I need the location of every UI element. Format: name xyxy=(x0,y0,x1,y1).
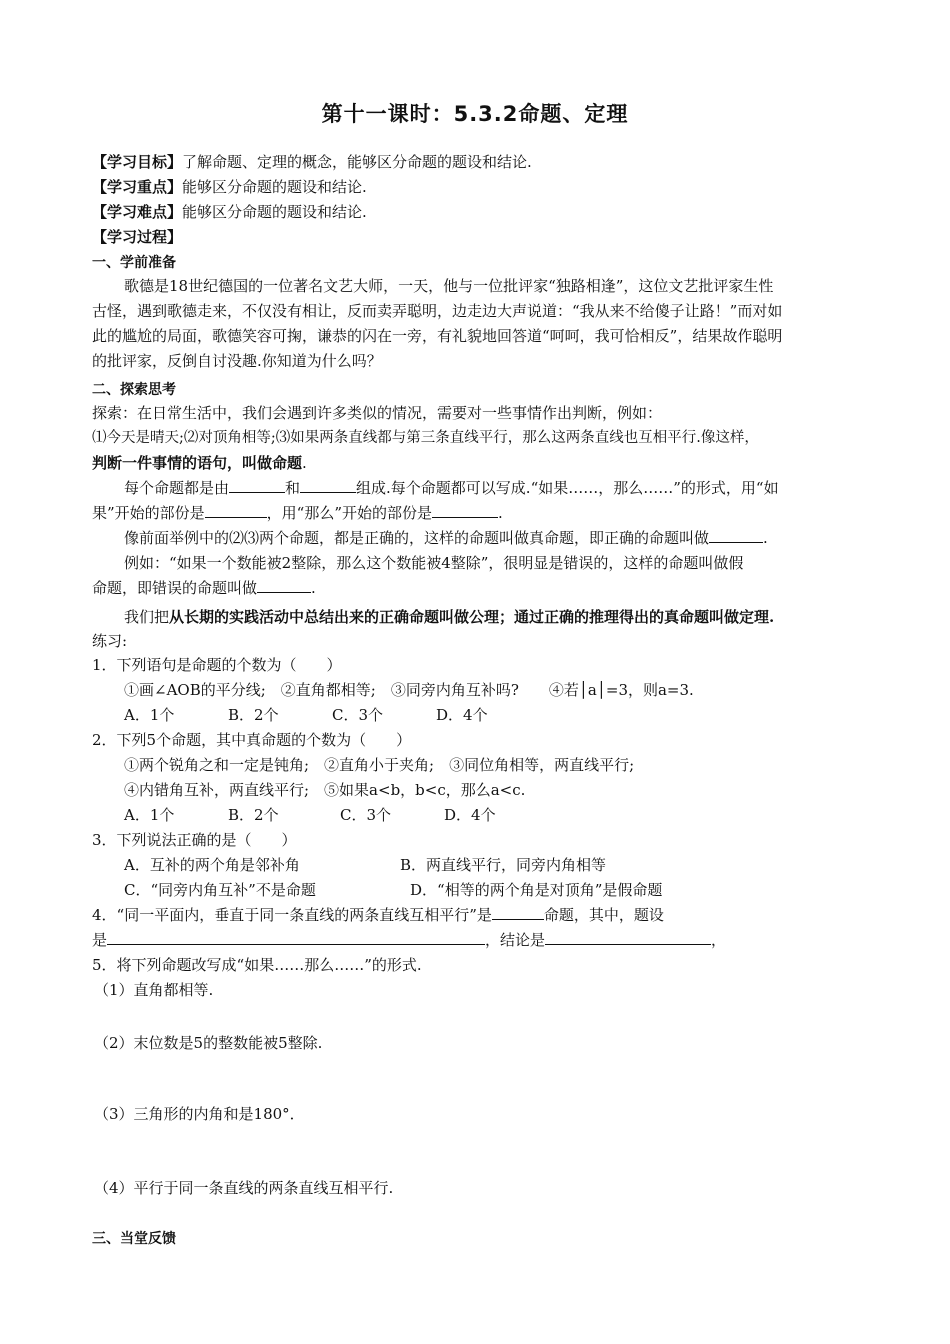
story-line-4: 的批评家，反倒自讨没趣.你知道为什么吗？ xyxy=(92,352,382,370)
question-5-item-4: （4）平行于同一条直线的两条直线互相平行. xyxy=(94,1179,394,1197)
axiom-theorem-line xyxy=(124,606,774,628)
q2-option-b[interactable]: B．2个 xyxy=(228,806,279,824)
question-5-item-2: （2）末位数是5的整数能被5整除. xyxy=(94,1034,323,1052)
compose-text-a: 每个命题都是由 xyxy=(124,479,230,497)
focus-text: 能够区分命题的题设和结论. xyxy=(182,178,367,196)
difficulty-text: 能够区分命题的题设和结论. xyxy=(182,203,367,221)
definition-text: 判断一件事情的语句，叫做命题 xyxy=(92,454,303,472)
process-label: 【学习过程】 xyxy=(92,228,183,246)
compose-text-e: ，用“那么”开始的部份是 xyxy=(266,504,433,522)
blank-conclusion-term[interactable] xyxy=(300,478,356,493)
q1-option-d[interactable]: D．4个 xyxy=(436,706,488,724)
question-1: 1．下列语句是命题的个数为（ ） xyxy=(92,656,342,674)
q4-text-c: 是 xyxy=(92,931,108,949)
true-text: 像前面举例中的⑵⑶两个命题，都是正确的，这样的命题叫做真命题，即正确的命题叫做 xyxy=(124,529,710,547)
true-end: . xyxy=(763,529,768,547)
proposition-definition xyxy=(92,452,307,474)
q1-option-c[interactable]: C．3个 xyxy=(332,706,384,724)
question-5-item-3: （3）三角形的内角和是180°． xyxy=(94,1105,305,1123)
page-title: 第十一课时：5.3.2命题、定理 xyxy=(321,102,629,126)
explore-examples: ⑴今天是晴天;⑵对顶角相等;⑶如果两条直线都与第三条直线平行，那么这两条直线也互相平行.像这样， xyxy=(92,430,759,446)
story-line-1: 歌德是18世纪德国的一位著名文艺大师，一天，他与一位批评家“独路相逢”，这位文艺批评家生性 xyxy=(124,277,774,295)
question-4-line-2 xyxy=(92,929,726,951)
q3-option-a[interactable]: A．互补的两个角是邻补角 xyxy=(124,856,300,874)
compose-text-b: 和 xyxy=(285,479,301,497)
q2-option-c[interactable]: C．3个 xyxy=(340,806,392,824)
question-2-items-b: ④内错角互补，两直线平行; ⑤如果a<b，b<c，那么a<c. xyxy=(124,781,526,799)
question-4-line-1 xyxy=(92,904,664,926)
explore-intro: 探索：在日常生活中，我们会遇到许多类似的情况，需要对一些事情作出判断，例如： xyxy=(92,404,663,422)
axiom-text-a: 我们把 xyxy=(124,608,170,626)
question-3-options-ab xyxy=(124,854,606,876)
blank-true-proposition[interactable] xyxy=(709,528,763,543)
blank-then-part[interactable] xyxy=(432,503,498,518)
definition-end: . xyxy=(302,454,307,472)
learning-difficulty xyxy=(92,201,367,223)
q4-text-d: ，结论是 xyxy=(485,931,546,949)
section3-heading: 三、当堂反馈 xyxy=(92,1231,176,1247)
question-2-items-a: ①两个锐角之和一定是钝角; ②直角小于夹角; ③同位角相等，两直线平行; xyxy=(124,756,635,774)
question-5: 5．将下列命题改写成“如果……那么……”的形式. xyxy=(92,956,422,974)
story-line-3: 此的尴尬的局面，歌德笑容可掬，谦恭的闪在一旁，有礼貌地回答道“呵呵，我可恰相反”，结果故作聪明 xyxy=(92,327,783,345)
axiom-text-b: 从长期的实践活动中总结出来的正确命题叫做公理；通过正确的推理得出的真命题叫做定理. xyxy=(169,608,775,626)
false-proposition-line-1: 例如：“如果一个数能被2整除，那么这个数能被4整除”，很明显是错误的，这样的命题叫做假 xyxy=(124,554,744,572)
compose-text-d: 果”开始的部份是 xyxy=(92,504,205,522)
compose-line-1 xyxy=(124,477,779,499)
q4-text-b: 命题，其中，题设 xyxy=(543,906,664,924)
q3-option-c[interactable]: C．“同旁内角互补”不是命题 xyxy=(124,881,316,899)
learning-focus xyxy=(92,176,367,198)
goal-text: 了解命题、定理的概念，能够区分命题的题设和结论. xyxy=(182,153,532,171)
question-3: 3．下列说法正确的是（ ） xyxy=(92,831,297,849)
story-line-2: 古怪，遇到歌德走来，不仅没有相让，反而卖弄聪明，边走边大声说道：“我从来不给傻子让路！”而对如 xyxy=(92,302,783,320)
q1-option-b[interactable]: B．2个 xyxy=(228,706,279,724)
blank-false-proposition[interactable] xyxy=(257,578,311,593)
compose-text-f: . xyxy=(498,504,503,522)
q3-option-b[interactable]: B．两直线平行，同旁内角相等 xyxy=(400,856,607,874)
section2-heading: 二、探索思考 xyxy=(92,382,176,398)
blank-q4-conclusion[interactable] xyxy=(545,930,711,945)
false-proposition-line-2 xyxy=(92,577,316,599)
compose-text-c: 组成.每个命题都可以写成.“如果……，那么……”的形式，用“如 xyxy=(356,479,779,497)
difficulty-label: 【学习难点】 xyxy=(92,203,183,221)
false-text: 命题，即错误的命题叫做 xyxy=(92,579,258,597)
question-1-items: ①画∠AOB的平分线; ②直角都相等; ③同旁内角互补吗? ④若│a│=3，则a=3. xyxy=(124,681,694,699)
blank-hypothesis-term[interactable] xyxy=(229,478,285,493)
q4-text-a: 4．“同一平面内，垂直于同一条直线的两条直线互相平行”是 xyxy=(92,906,492,924)
blank-if-part[interactable] xyxy=(205,503,267,518)
question-1-options xyxy=(124,704,488,726)
blank-q4-hypothesis[interactable] xyxy=(107,930,485,945)
blank-q4-type[interactable] xyxy=(492,905,544,920)
question-2-options xyxy=(124,804,496,826)
compose-line-2 xyxy=(92,502,503,524)
section1-heading: 一、学前准备 xyxy=(92,255,176,271)
practice-label: 练习: xyxy=(92,632,128,650)
focus-label: 【学习重点】 xyxy=(92,178,183,196)
q2-option-a[interactable]: A．1个 xyxy=(124,806,175,824)
false-end: . xyxy=(311,579,316,597)
true-proposition-line xyxy=(124,527,768,549)
question-3-options-cd xyxy=(124,879,662,901)
goal-label: 【学习目标】 xyxy=(92,153,183,171)
question-5-item-1: （1）直角都相等. xyxy=(94,981,214,999)
question-2: 2．下列5个命题，其中真命题的个数为（ ） xyxy=(92,731,412,749)
q3-option-d[interactable]: D．“相等的两个角是对顶角”是假命题 xyxy=(410,881,663,899)
q4-text-e: ， xyxy=(711,931,727,949)
learning-goal xyxy=(92,151,532,173)
q2-option-d[interactable]: D．4个 xyxy=(444,806,496,824)
q1-option-a[interactable]: A．1个 xyxy=(124,706,175,724)
